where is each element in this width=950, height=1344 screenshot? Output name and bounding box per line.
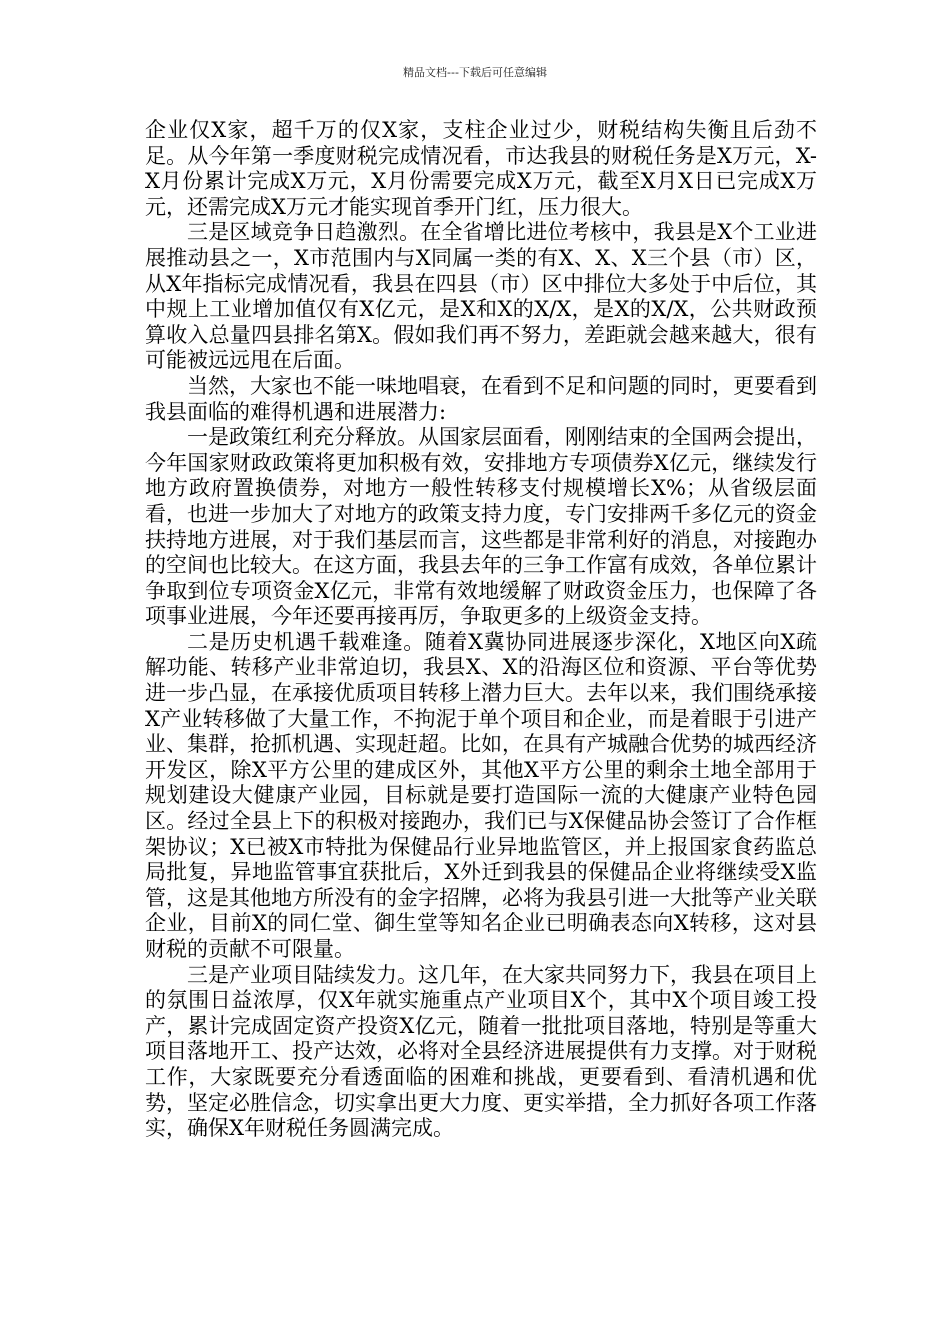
paragraph-4: 一是政策红利充分释放。从国家层面看，刚刚结束的全国两会提出，今年国家财政政策将更加积极有效，安排地方专项债券X亿元，继续发行地方政府置换债券，对地方一般性转移支付规模增长X%；从省级层面看，也进一步加大了对地方的政策支持力度，专门安排两千多亿元的资金扶持地方进展，对于我们基层而言，这些都是非常利好的消息，对接跑办的空间也比较大。在这方面，我县去年的三争工作富有成效，各单位累计争取到位专项资金X亿元，非常有效地缓解了财政资金压力，也保障了各项事业进展，今年还要再接再厉，争取更多的上级资金支持。 bbox=[145, 425, 817, 629]
paragraph-2: 三是区域竞争日趋激烈。在全省增比进位考核中，我县是X个工业进展推动县之一，X市范围内与X同属一类的有X、X、X三个县（市）区，从X年指标完成情况看，我县在四县（市）区中排位大多处于中后位，其中规上工业增加值仅有X亿元，是X和X的X/X，是X的X/X，公共财政预算收入总量四县排名第X。假如我们再不努力，差距就会越来越大，很有可能被远远甩在后面。 bbox=[145, 220, 817, 373]
document-body bbox=[145, 118, 817, 1142]
paragraph-5: 二是历史机遇千载难逢。随着X冀协同进展逐步深化，X地区向X疏解功能、转移产业非常迫切，我县X、X的沿海区位和资源、平台等优势进一步凸显，在承接优质项目转移上潜力巨大。去年以来，我们围绕承接X产业转移做了大量工作，不拘泥于单个项目和企业，而是着眼于引进产业、集群，抢抓机遇、实现赶超。比如，在具有产城融合优势的城西经济开发区，除X平方公里的建成区外，其他X平方公里的剩余土地全部用于规划建设大健康产业园，目标就是要打造国际一流的大健康产业特色园区。经过全县上下的积极对接跑办，我们已与X保健品协会签订了合作框架协议；X已被X市特批为保健品行业异地监管区，并上报国家食药监总局批复，异地监管事宜获批后，X外迁到我县的保健品企业将继续受X监管，这是其他地方所没有的金字招牌，必将为我县引进一大批等产业关联企业，目前X的同仁堂、御生堂等知名企业已明确表态向X转移，这对县财税的贡献不可限量。 bbox=[145, 629, 817, 961]
paragraph-6: 三是产业项目陆续发力。这几年，在大家共同努力下，我县在项目上的氛围日益浓厚，仅X年就实施重点产业项目X个，其中X个项目竣工投产，累计完成固定资产投资X亿元，随着一批批项目落地，特别是等重大项目落地开工、投产达效，必将对全县经济进展提供有力支撑。对于财税工作，大家既要充分看透面临的困难和挑战，更要看到、看清机遇和优势，坚定必胜信念，切实拿出更大力度、更实举措，全力抓好各项工作落实，确保X年财税任务圆满完成。 bbox=[145, 962, 817, 1141]
paragraph-1: 企业仅X家，超千万的仅X家，支柱企业过少，财税结构失衡且后劲不足。从今年第一季度财税完成情况看，市达我县的财税任务是X万元，X-X月份累计完成X万元，X月份需要完成X万元，截至X月X日已完成X万元，还需完成X万元才能实现首季开门红，压力很大。 bbox=[145, 118, 817, 219]
paragraph-3: 当然，大家也不能一味地唱衰，在看到不足和问题的同时，更要看到我县面临的难得机遇和进展潜力: bbox=[145, 373, 817, 424]
page-header: 精品文档---下载后可任意编辑 bbox=[403, 66, 547, 79]
